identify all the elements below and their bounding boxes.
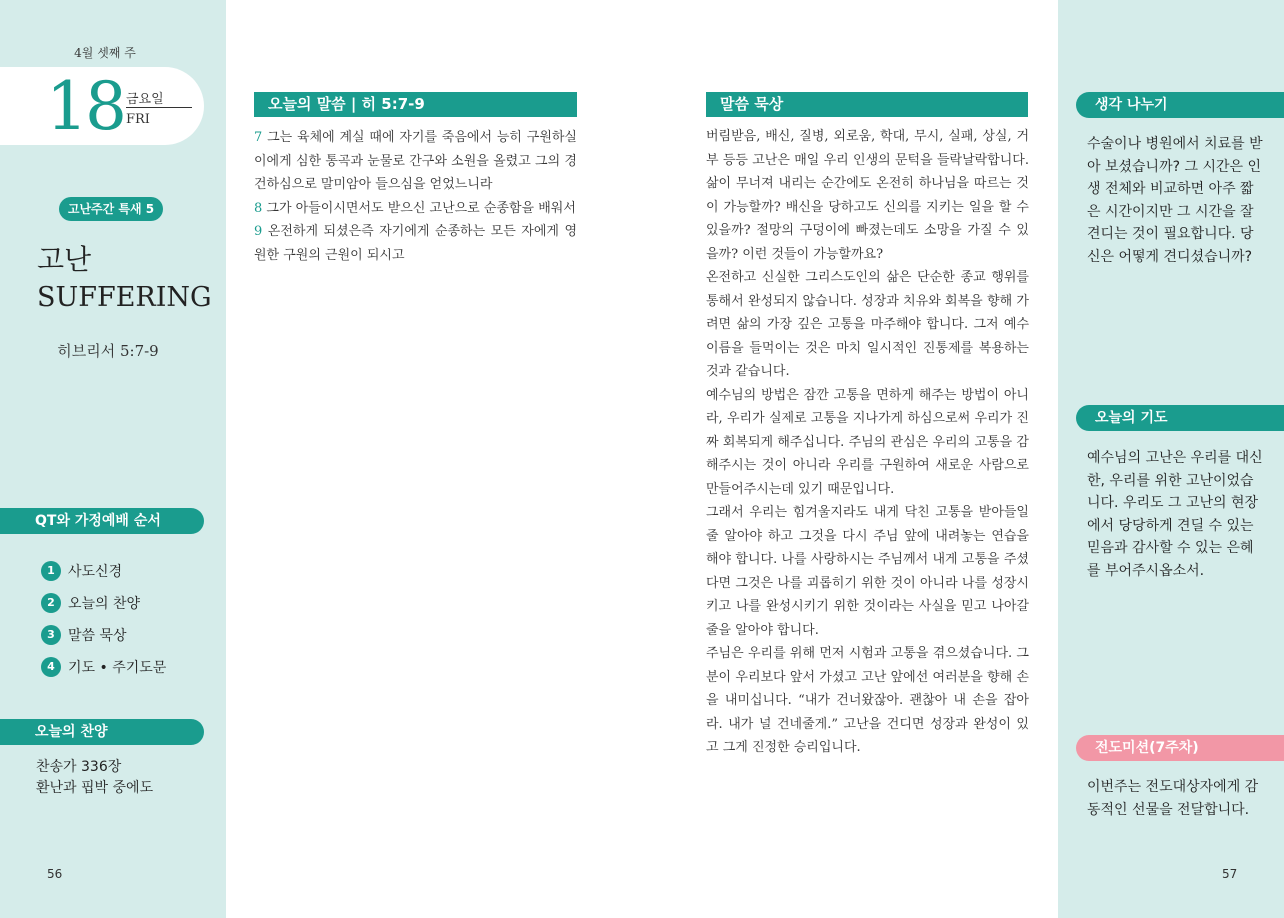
verse-text: 그가 아들이시면서도 받으신 고난으로 순종함을 배워서 xyxy=(262,200,576,216)
page-number-right: 57 xyxy=(1222,867,1238,881)
hymn-title: 환난과 핍박 중에도 xyxy=(36,780,154,796)
meditation-paragraph: 버림받음, 배신, 질병, 외로움, 학대, 무시, 실패, 상실, 거부 등등 고난은 매일 우리 인생의 문턱을 들락날락합니다. 삶이 무너져 내리는 순간에도 온전히 하나님을 따르는 것이 가능할까? 배신을 당하고도 신의를 지키는 일을 할 수 있을까? 절망의 구덩이에 빠졌는데도 소망을 가질 수 있을까? 이런 것들이 가능할까요? xyxy=(706,129,1029,262)
theme-title-korean: 고난 xyxy=(37,243,92,276)
verse-number: 9 xyxy=(254,224,263,239)
meditation-text xyxy=(706,125,1029,760)
verse-number: 8 xyxy=(254,200,263,216)
week-label: 4월 셋째 주 xyxy=(74,46,136,60)
order-number-badge: 1 xyxy=(41,561,61,581)
verse-text: 그는 육체에 계실 때에 자기를 죽음에서 능히 구원하실 이에게 심한 통곡과 눈물로 간구와 소원을 올렸고 그의 경건하심으로 말미암아 들으심을 얻었느니라 xyxy=(254,130,577,192)
order-item xyxy=(41,587,166,619)
date-number: 18 xyxy=(46,68,124,145)
order-item xyxy=(41,555,166,587)
order-number-badge: 3 xyxy=(41,625,61,645)
order-list xyxy=(41,555,166,683)
mission-text: 이번주는 전도대상자에게 감동적인 선물을 전달합니다. xyxy=(1087,779,1259,818)
order-item-label: 말씀 묵상 xyxy=(68,628,127,644)
theme-title-english: SUFFERING xyxy=(37,282,212,313)
order-item-label: 오늘의 찬양 xyxy=(68,596,141,612)
order-item-label: 사도신경 xyxy=(68,564,123,580)
order-item-label: 기도 • 주기도문 xyxy=(68,660,167,676)
day-korean: 금요일 xyxy=(126,92,164,107)
share-text: 수술이나 병원에서 치료를 받아 보셨습니까? 그 시간은 인생 전체와 비교하면 아주 짧은 시간이지만 그 시간을 잘 견디는 것이 필요합니다. 당신은 어떻게 견디셨습니까? xyxy=(1087,136,1263,265)
hymn-info xyxy=(36,757,153,799)
meditation-paragraph: 그래서 우리는 힘겨울지라도 내게 닥친 고통을 받아들일 줄 알아야 하고 그것을 다시 주님 앞에 내려놓는 연습을 해야 합니다. 나를 사랑하시는 주님께서 내게 고통을 주셨다면 그것은 나를 괴롭히기 위한 것이 아니라 나를 성장시키고 나를 완성시키기 위한 것이라는 사실을 믿고 나아갈 줄을 알아야 합니다. xyxy=(706,505,1029,638)
prayer-text: 예수님의 고난은 우리를 대신한, 우리를 위한 고난이었습니다. 우리도 그 고난의 현장에서 당당하게 견딜 수 있는 믿음과 감사할 수 있는 은혜를 부어주시옵소서. xyxy=(1087,450,1263,579)
verses-text xyxy=(254,126,577,267)
order-item xyxy=(41,651,166,683)
meditation-header: 말씀 묵상 xyxy=(706,92,1028,117)
mission-header: 전도미션(7주차) xyxy=(1076,735,1284,761)
order-number-badge: 2 xyxy=(41,593,61,613)
prayer-header: 오늘의 기도 xyxy=(1076,405,1284,431)
hymn-number: 찬송가 336장 xyxy=(36,759,122,775)
order-number-badge: 4 xyxy=(41,657,61,677)
order-item xyxy=(41,619,166,651)
order-header: QT와 가정예배 순서 xyxy=(0,508,204,534)
meditation-paragraph: 주님은 우리를 위해 먼저 시험과 고통을 겪으셨습니다. 그분이 우리보다 앞서 가셨고 고난 앞에선 여러분을 향해 손을 내미십니다. “내가 건너왔잖아. 괜찮아 내 손을 잡아라. 내가 널 건네줄게.” 고난을 건디면 성장과 완성이 있고 그게 진정한 승리입니다. xyxy=(706,646,1029,755)
series-badge: 고난주간 특새 5 xyxy=(59,197,163,221)
hymn-header: 오늘의 찬양 xyxy=(0,719,204,745)
page-number-left: 56 xyxy=(47,867,63,881)
date-divider xyxy=(126,107,192,108)
verse-text: 온전하게 되셨은즉 자기에게 순종하는 모든 자에게 영원한 구원의 근원이 되시고 xyxy=(254,224,577,263)
day-english: FRI xyxy=(126,112,150,127)
meditation-paragraph: 온전하고 신실한 그리스도인의 삶은 단순한 종교 행위를 통해서 완성되지 않습니다. 성장과 치유와 회복을 향해 가려면 삶의 가장 깊은 고통을 마주해야 합니다. 그저 예수 이름을 들먹이는 것은 마치 일시적인 진통제를 복용하는 것과 같습니다. xyxy=(706,270,1029,379)
verse-number: 7 xyxy=(254,130,263,145)
share-header: 생각 나누기 xyxy=(1076,92,1284,118)
meditation-paragraph: 예수님의 방법은 잠깐 고통을 면하게 해주는 방법이 아니라, 우리가 실제로 고통을 지나가게 하심으로써 우리가 진짜 회복되게 해주십니다. 주님의 관심은 우리의 고통을 감해주시는 것이 아니라 우리를 구원하여 새로운 사람으로 만들어주시는데 있기 때문입니다. xyxy=(706,387,1029,497)
word-header: 오늘의 말씀 | 히 5:7-9 xyxy=(254,92,577,117)
scripture-reference: 히브리서 5:7-9 xyxy=(57,342,159,360)
